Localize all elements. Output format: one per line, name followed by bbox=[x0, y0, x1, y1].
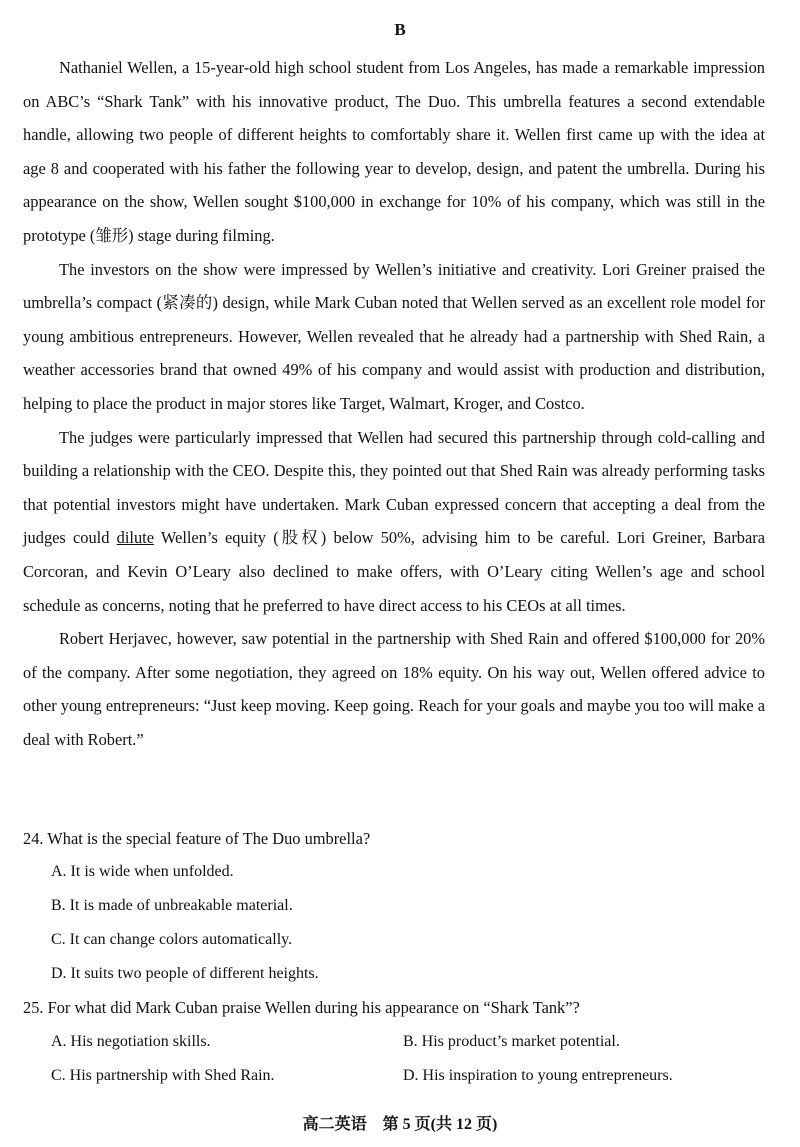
underlined-word: dilute bbox=[116, 528, 154, 548]
question-25-option-c[interactable]: C. His partnership with Shed Rain. bbox=[51, 1067, 275, 1084]
question-25-option-a[interactable]: A. His negotiation skills. bbox=[51, 1033, 211, 1050]
paragraph-2: The investors on the show were impressed by Wellen’s initiative and creativity. Lori Greiner praised the umbrella’s compact (紧凑的) design, while Mark Cuban noted that Wellen served as an excellent role model for young ambitious entrepreneurs. However, Wellen revealed that he already had a partnership with Shed Rain, a weather accessories brand that owned 49% of his company and would assist with production and distribution, helping to place the product in major stores like Target, Walmart, Kroger, and Costco. bbox=[23, 259, 765, 413]
page-footer: 高二英语 第 5 页(共 12 页) bbox=[302, 1116, 498, 1133]
question-25-stem: 25. For what did Mark Cuban praise Wellen during his appearance on “Shark Tank”? bbox=[23, 998, 580, 1017]
question-24-option-d[interactable]: D. It suits two people of different heights. bbox=[51, 965, 319, 982]
question-25-option-d[interactable]: D. His inspiration to young entrepreneurs. bbox=[403, 1067, 673, 1084]
question-24-option-b[interactable]: B. It is made of unbreakable material. bbox=[51, 897, 293, 914]
paragraph-3 bbox=[23, 421, 765, 623]
reading-passage bbox=[23, 51, 765, 756]
paragraph-3-part-2: Wellen’s equity (股权) below 50%, advising him to be careful. Lori Greiner, Barbara Corcoran, and Kevin O’Leary also declined to make offers, with O’Leary citing Wellen’s age and school schedule as concerns, noting that he preferred to have direct access to his CEOs at all times. bbox=[23, 528, 765, 615]
paragraph-1: Nathaniel Wellen, a 15-year-old high school student from Los Angeles, has made a remarkable impression on ABC’s “Shark Tank” with his innovative product, The Duo. This umbrella features a second extendable handle, allowing two people of different heights to comfortably share it. Wellen first came up with the idea at age 8 and cooperated with his father the following year to develop, design, and patent the umbrella. During his appearance on the show, Wellen sought $100,000 in exchange for 10% of his company, which was still in the prototype (雏形) stage during filming. bbox=[23, 58, 765, 245]
question-24-option-a[interactable]: A. It is wide when unfolded. bbox=[51, 863, 234, 880]
paragraph-3-part-1: The judges were particularly impressed that Wellen had secured this partnership through cold-calling and building a relationship with the CEO. Despite this, they pointed out that Shed Rain was already performing tasks that potential investors might have undertaken. Mark Cuban expressed concern that accepting a deal from the judges could bbox=[23, 427, 765, 548]
question-25-option-b[interactable]: B. His product’s market potential. bbox=[403, 1033, 620, 1050]
question-24-option-c[interactable]: C. It can change colors automatically. bbox=[51, 931, 293, 948]
paragraph-4: Robert Herjavec, however, saw potential in the partnership with Shed Rain and offered $100,000 for 20% of the company. After some negotiation, they agreed on 18% equity. On his way out, Wellen offered advice to other young entrepreneurs: “Just keep moving. Keep going. Reach for your goals and maybe you too will make a deal with Robert.” bbox=[23, 629, 765, 749]
question-24-stem: 24. What is the special feature of The Duo umbrella? bbox=[23, 829, 371, 848]
section-heading: B bbox=[394, 20, 406, 39]
